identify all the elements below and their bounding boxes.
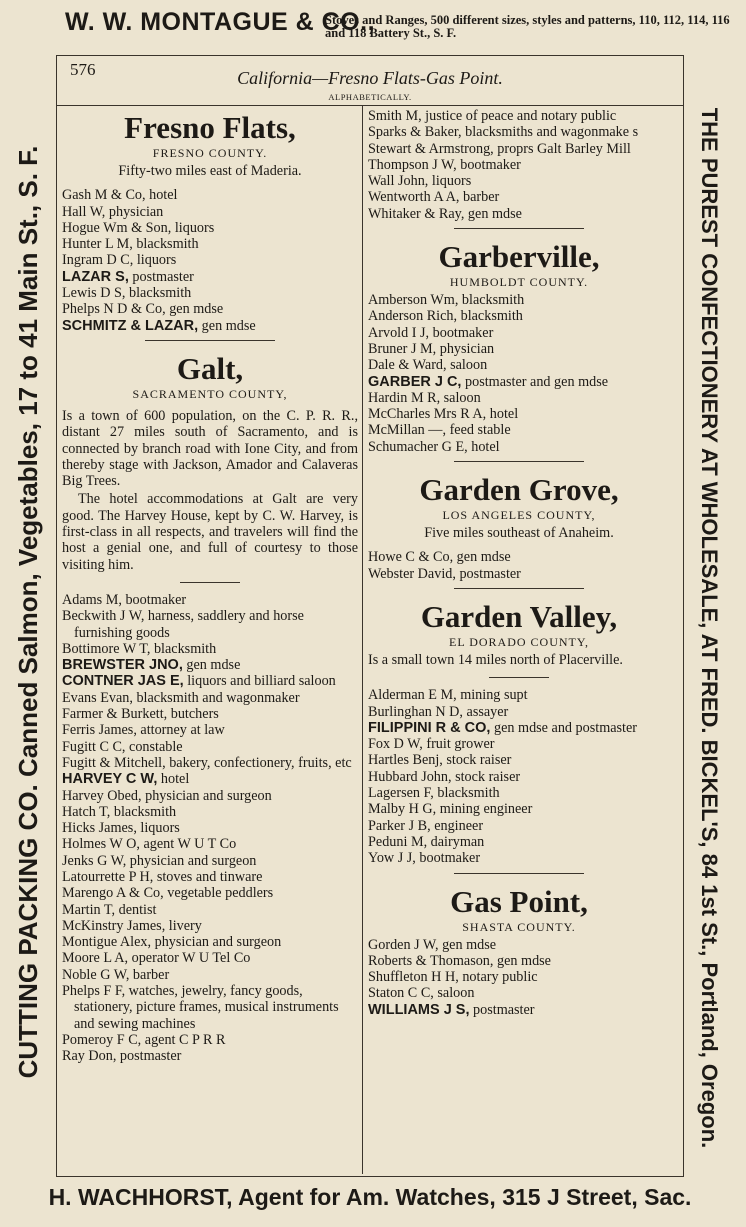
- section-garden-valley: [368, 599, 670, 867]
- entry-bold-name: FILIPPINI R & CO,: [368, 719, 491, 736]
- directory-entry: [62, 706, 358, 722]
- directory-entry: [62, 608, 358, 641]
- entry-text: Roberts & Thomason, gen mdse: [368, 952, 551, 969]
- entry-text: Lewis D S, blacksmith: [62, 285, 192, 302]
- entry-text: Ferris James, attorney at law: [62, 722, 225, 739]
- section-garden-grove: [368, 472, 670, 582]
- directory-entry: [368, 141, 670, 157]
- entry-bold-name: BREWSTER JNO,: [62, 657, 183, 674]
- section-title: Fresno Flats,: [124, 110, 296, 145]
- directory-entry: [62, 269, 358, 285]
- entry-text: Hubbard John, stock raiser: [368, 768, 521, 785]
- directory-entry: [368, 124, 670, 140]
- entry-text: Harvey Obed, physician and surgeon: [62, 787, 272, 804]
- directory-entry: [368, 687, 670, 703]
- directory-entry: [62, 804, 358, 820]
- directory-entry: [368, 769, 670, 785]
- header-rule: [56, 105, 684, 106]
- directory-entry: [368, 969, 670, 985]
- entry-text: Pomeroy F C, agent C P R R: [62, 1031, 226, 1048]
- directory-entry: [62, 983, 358, 1032]
- directory-entry: [62, 950, 358, 966]
- entry-text: Phelps N D & Co, gen mdse: [62, 301, 224, 318]
- entry-text: Holmes W O, agent W U T Co: [62, 836, 237, 853]
- entry-text: Wentworth A A, barber: [368, 189, 500, 206]
- entry-text: Phelps F F, watches, jewelry, fancy goods, stationery, picture frames, musical instruments and sewing machines: [62, 983, 339, 1032]
- entry-text: Shuffleton H H, notary public: [368, 969, 538, 986]
- directory-entry: [368, 752, 670, 768]
- directory-entry: [62, 220, 358, 236]
- entry-text: McKinstry James, livery: [62, 917, 202, 934]
- directory-entry: [62, 722, 358, 738]
- entry-text: Hartles Benj, stock raiser: [368, 752, 512, 769]
- entry-list: [62, 187, 358, 334]
- entry-text: Stewart & Armstrong, proprs Galt Barley Mill: [368, 140, 631, 157]
- section-title: Galt,: [176, 350, 244, 386]
- directory-entry: [368, 985, 670, 1001]
- entry-text: Smith M, justice of peace and notary public: [368, 108, 617, 124]
- directory-entry: [62, 902, 358, 918]
- entry-text: Moore L A, operator W U Tel Co: [62, 950, 251, 967]
- section-paragraph: Is a town of 600 population, on the C. P. R. R., distant 27 miles south of Sacramento, and is connected by branch road with Ione City, and from thereby stage with Jackson, Amador and Calaveras Big Trees.: [62, 407, 358, 490]
- directory-entry: [368, 953, 670, 969]
- entry-text: Yow J J, bootmaker: [368, 850, 481, 867]
- directory-entry: [62, 918, 358, 934]
- directory-entry: [62, 820, 358, 836]
- directory-entry: [368, 736, 670, 752]
- section-county: HUMBOLDT COUNTY.: [449, 275, 589, 290]
- directory-entry: [368, 704, 670, 720]
- entry-text: Parker J B, engineer: [368, 817, 484, 834]
- top-ad-text: Stoves and Ranges, 500 different sizes, styles and patterns, 110, 112, 114, 116 and 118 Battery St., S. F.: [325, 13, 730, 40]
- directory-entry: [62, 592, 358, 608]
- directory-entry: [368, 341, 670, 357]
- entry-text: Gash M & Co, hotel: [62, 187, 178, 204]
- entry-text: postmaster: [132, 268, 194, 285]
- directory-entry: [62, 657, 358, 673]
- directory-entry: [368, 850, 670, 866]
- entry-text: Bruner J M, physician: [368, 340, 495, 357]
- entry-list: [368, 937, 670, 1018]
- directory-entry: [62, 204, 358, 220]
- directory-entry: [368, 157, 670, 173]
- entry-text: gen mdse: [186, 657, 241, 674]
- directory-entry: [368, 720, 670, 736]
- directory-entry: [62, 673, 358, 689]
- top-ad-name: W. W. MONTAGUE & CO.,: [65, 8, 376, 36]
- entry-text: Hunter L M, blacksmith: [62, 236, 199, 253]
- directory-entry: [368, 406, 670, 422]
- entry-list: [368, 687, 670, 866]
- entry-text: Staton C C, saloon: [368, 985, 475, 1002]
- entry-text: Fox D W, fruit grower: [368, 736, 495, 753]
- entry-text: Hall W, physician: [62, 203, 164, 220]
- entry-bold-name: GARBER J C,: [368, 373, 462, 390]
- directory-entry: [368, 422, 670, 438]
- left-margin-advertisement: CUTTING PACKING CO. Canned Salmon, Vegetables, 17 to 41 Main St., S. F.: [13, 145, 43, 1079]
- entry-text: liquors and billiard saloon: [187, 673, 336, 690]
- directory-entry: [368, 818, 670, 834]
- section-description: Five miles southeast of Anaheim.: [424, 525, 614, 542]
- directory-entry: [368, 292, 670, 308]
- entry-text: Gorden J W, gen mdse: [368, 936, 497, 953]
- entry-bold-name: WILLIAMS J S,: [368, 1001, 470, 1018]
- directory-entry: [62, 853, 358, 869]
- entry-list-continued: [368, 108, 670, 222]
- section-title: Gas Point,: [450, 883, 588, 919]
- directory-entry: [368, 325, 670, 341]
- entry-text: Beckwith J W, harness, saddlery and horse furnishing goods: [62, 608, 304, 641]
- entry-text: Fugitt C C, constable: [62, 738, 183, 755]
- directory-entry: [368, 308, 670, 324]
- section-county: EL DORADO COUNTY,: [449, 634, 589, 649]
- entry-text: McMillan —, feed stable: [368, 422, 511, 439]
- entry-text: Anderson Rich, blacksmith: [368, 308, 523, 325]
- section-rule: [454, 873, 584, 874]
- directory-entry: [368, 834, 670, 850]
- directory-entry: [62, 755, 358, 771]
- top-advertisement: [0, 0, 746, 58]
- paragraph-rule: [180, 582, 240, 583]
- directory-entry: [368, 108, 670, 124]
- entry-text: Bottimore W T, blacksmith: [62, 640, 217, 657]
- running-heading: California—Fresno Flats-Gas Point.: [237, 68, 503, 88]
- section-title: Garden Valley,: [420, 598, 618, 634]
- section-paragraph: Is a small town 14 miles north of Placerville.: [368, 651, 623, 668]
- entry-text: Fugitt & Mitchell, bakery, confectionery, fruits, etc: [62, 754, 352, 771]
- directory-entry: [62, 739, 358, 755]
- right-margin-advertisement: THE PUREST CONFECTIONERY AT WHOLESALE, AT FRED. BICKEL'S, 84 1st St., Portland, Oregon.: [697, 107, 722, 1149]
- bottom-advertisement: H. WACHHORST, Agent for Am. Watches, 315 J Street, Sac.: [48, 1184, 692, 1210]
- directory-entry: [62, 1032, 358, 1048]
- directory-entry: [62, 1048, 358, 1064]
- section-title: Garberville,: [438, 239, 600, 275]
- directory-entry: [62, 967, 358, 983]
- directory-entry: [368, 1002, 670, 1018]
- directory-entry: [368, 374, 670, 390]
- column-divider: [362, 106, 363, 1174]
- left-column: [62, 108, 358, 1065]
- entry-text: Evans Evan, blacksmith and wagonmaker: [62, 689, 300, 706]
- directory-entry: [368, 439, 670, 455]
- directory-entry: [62, 771, 358, 787]
- directory-entry: [62, 885, 358, 901]
- right-column: [368, 108, 670, 1018]
- directory-entry: [368, 173, 670, 189]
- directory-entry: [368, 206, 670, 222]
- section-title: Garden Grove,: [419, 472, 619, 508]
- entry-text: Hicks James, liquors: [62, 820, 180, 837]
- entry-text: Thompson J W, bootmaker: [368, 156, 521, 173]
- entry-text: Dale & Ward, saloon: [368, 357, 488, 374]
- entry-list: [62, 592, 358, 1065]
- entry-text: Schumacher G E, hotel: [368, 438, 500, 455]
- section-county: SACRAMENTO COUNTY,: [132, 386, 288, 401]
- entry-bold-name: HARVEY C W,: [62, 771, 158, 788]
- entry-text: postmaster and gen mdse: [465, 373, 609, 390]
- entry-text: Latourrette P H, stoves and tinware: [62, 868, 263, 885]
- section-garberville: [368, 239, 670, 455]
- entry-text: Whitaker & Ray, gen mdse: [368, 205, 522, 222]
- directory-entry: [62, 641, 358, 657]
- directory-entry: [62, 301, 358, 317]
- entry-text: Malby H G, mining engineer: [368, 801, 533, 818]
- entry-text: Hardin M R, saloon: [368, 389, 481, 406]
- section-county: SHASTA COUNTY.: [462, 919, 576, 934]
- section-gas-point: [368, 884, 670, 1018]
- entry-text: Amberson Wm, blacksmith: [368, 292, 525, 309]
- directory-entry: [368, 390, 670, 406]
- section-description: Fifty-two miles east of Maderia.: [118, 163, 302, 179]
- section-fresno-flats: [62, 110, 358, 334]
- entry-text: Ingram D C, liquors: [62, 252, 177, 269]
- entry-text: Webster David, postmaster: [368, 565, 521, 582]
- section-rule: [145, 340, 275, 341]
- directory-entry: [62, 690, 358, 706]
- section-county: LOS ANGELES COUNTY,: [442, 508, 596, 523]
- directory-entry: [62, 236, 358, 252]
- entry-text: Wall John, liquors: [368, 173, 472, 190]
- entry-text: postmaster: [473, 1001, 535, 1018]
- directory-entry: [368, 549, 670, 565]
- entry-text: Adams M, bootmaker: [62, 591, 187, 608]
- entry-text: Hogue Wm & Son, liquors: [62, 219, 215, 236]
- entry-text: Jenks G W, physician and surgeon: [62, 852, 257, 869]
- section-rule: [454, 461, 584, 462]
- entry-bold-name: CONTNER JAS E,: [62, 673, 184, 690]
- directory-entry: [368, 785, 670, 801]
- section-county: FRESNO COUNTY.: [152, 146, 268, 160]
- directory-entry: [62, 836, 358, 852]
- entry-text: Marengo A & Co, vegetable peddlers: [62, 885, 274, 902]
- entry-text: Sparks & Baker, blacksmiths and wagonmake s: [368, 124, 639, 141]
- entry-text: McCharles Mrs R A, hotel: [368, 406, 519, 423]
- entry-text: Farmer & Burkett, butchers: [62, 706, 219, 723]
- entry-bold-name: SCHMITZ & LAZAR,: [62, 317, 199, 334]
- running-subheading: ALPHABETICALLY.: [328, 92, 412, 102]
- directory-entry: [62, 869, 358, 885]
- entry-text: Burlinghan N D, assayer: [368, 703, 509, 720]
- directory-entry: [368, 801, 670, 817]
- entry-text: Montigue Alex, physician and surgeon: [62, 934, 282, 951]
- section-paragraph: The hotel accommodations at Galt are very good. The Harvey House, kept by C. W. Harvey, is first-class in all respects, and travelers will find the host a genial one, and full of courtesy to those visiting him.: [62, 491, 358, 573]
- section-galt: [62, 351, 358, 1065]
- directory-entry: [368, 566, 670, 582]
- entry-list: [368, 292, 670, 455]
- entry-text: Peduni M, dairyman: [368, 833, 485, 850]
- entry-text: Hatch T, blacksmith: [62, 803, 177, 820]
- entry-text: Ray Don, postmaster: [62, 1048, 182, 1065]
- paragraph-rule: [489, 677, 549, 678]
- entry-text: Martin T, dentist: [62, 901, 157, 918]
- directory-entry: [368, 189, 670, 205]
- section-rule: [454, 228, 584, 229]
- directory-entry: [62, 252, 358, 268]
- entry-text: Alderman E M, mining supt: [368, 687, 528, 704]
- directory-entry: [62, 788, 358, 804]
- entry-text: gen mdse: [201, 317, 256, 334]
- directory-entry: [62, 318, 358, 334]
- directory-entry: [368, 937, 670, 953]
- section-rule: [454, 588, 584, 589]
- directory-entry: [62, 285, 358, 301]
- entry-text: gen mdse and postmaster: [494, 719, 638, 736]
- directory-entry: [62, 187, 358, 203]
- directory-entry: [62, 934, 358, 950]
- entry-list: [368, 549, 670, 582]
- entry-text: Noble G W, barber: [62, 966, 170, 983]
- entry-text: hotel: [160, 771, 190, 788]
- entry-text: Howe C & Co, gen mdse: [368, 549, 511, 566]
- page-number: 576: [70, 60, 96, 79]
- directory-entry: [368, 357, 670, 373]
- entry-text: Arvold I J, bootmaker: [368, 324, 494, 341]
- entry-text: Lagersen F, blacksmith: [368, 785, 500, 802]
- entry-bold-name: LAZAR S,: [62, 268, 129, 285]
